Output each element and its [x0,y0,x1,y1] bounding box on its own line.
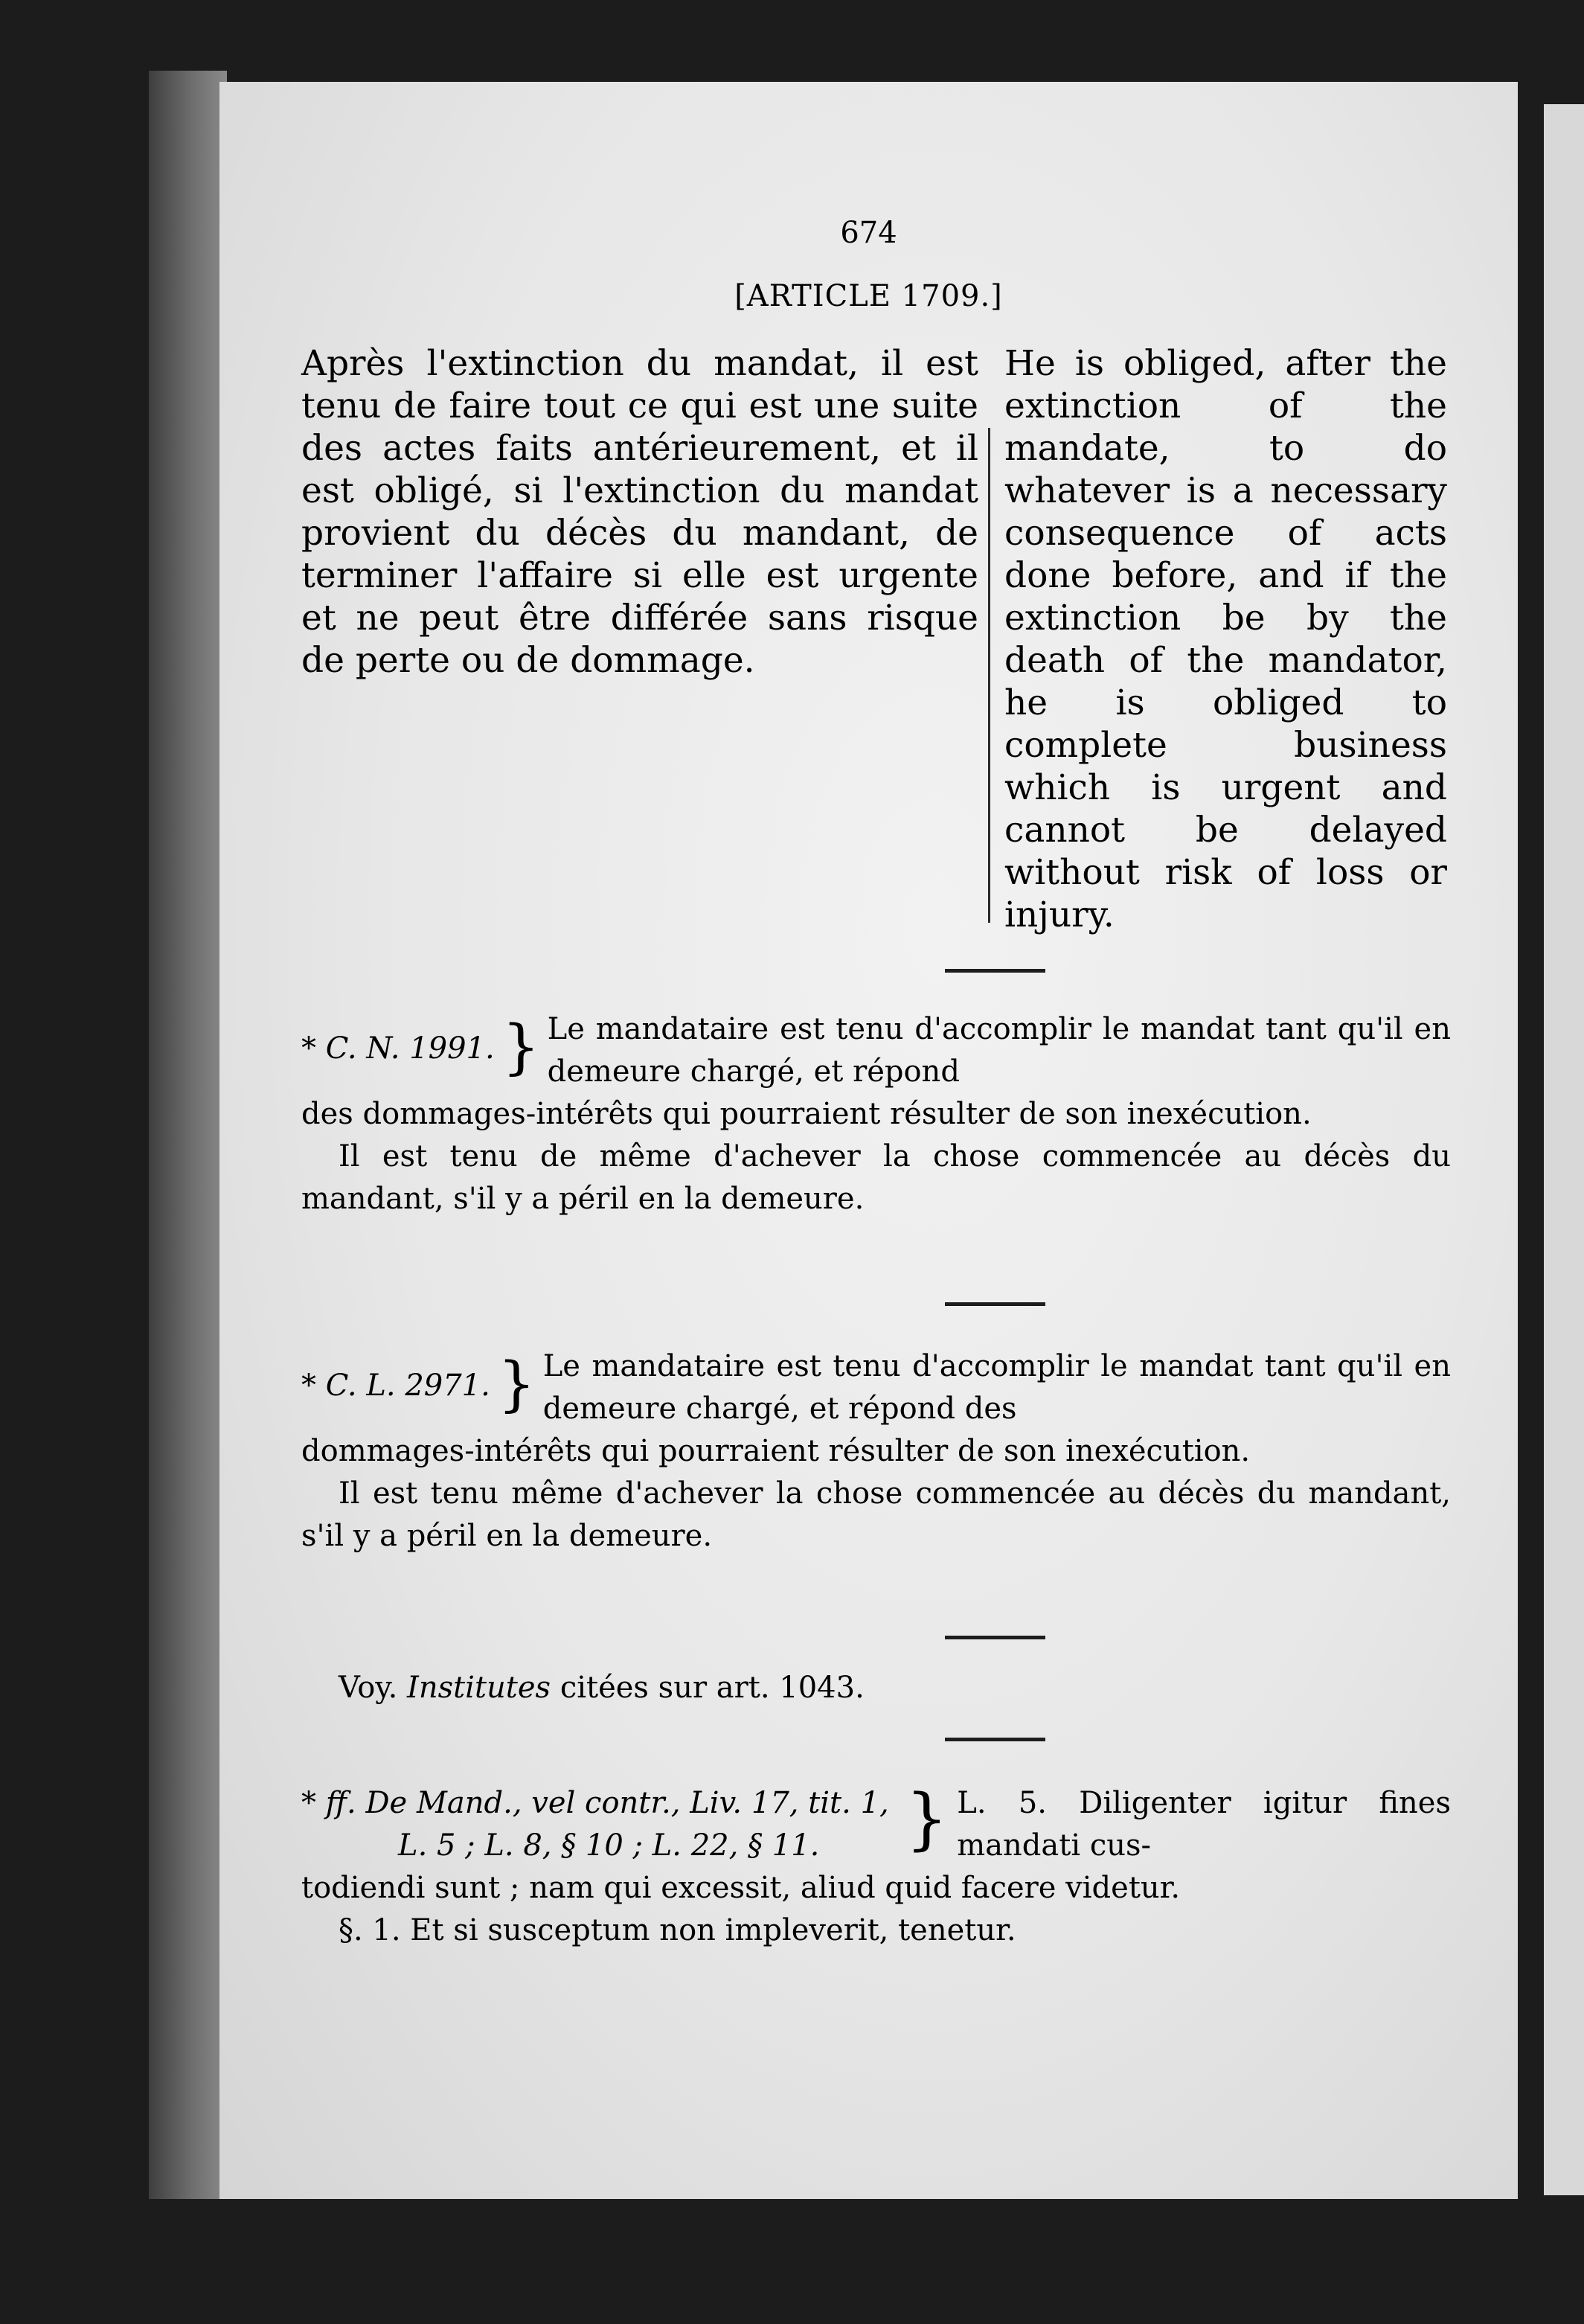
note-lead-text: Le mandataire est tenu d'accomplir le mandat tant qu'il en demeure chargé, et répond [547,1012,1451,1089]
note-paragraph: Il est tenu même d'achever la chose commencée au décès du mandant, s'il y a péril en la demeure. [301,1476,1451,1553]
brace-icon: } [497,1349,536,1418]
note-paragraph: Il est tenu de même d'achever la chose commencée au décès du mandant, s'il y a péril en la demeure. [301,1139,1451,1216]
voy-suffix: citées sur art. 1043. [559,1671,865,1705]
brace-icon: } [501,1012,540,1081]
section-rule [945,969,1045,973]
page-number: 674 [840,216,897,250]
digest-reference: * ff. De Mand., vel contr., Liv. 17, tit. 1, [301,1786,889,1820]
note-code-napoleon [301,1008,1451,1220]
note-text: des dommages-intérêts qui pourraient résulter de son inexécution. [301,1097,1312,1131]
column-divider [988,428,990,923]
note-digest [301,1782,1451,1952]
note-paragraph: §. 1. Et si susceptum non impleverit, tenetur. [339,1913,1016,1947]
french-article-text: Après l'extinction du mandat, il est tenu de faire tout ce qui est une suite des actes faits antérieurement, et il est obligé, si l'extinction du mandat provient du décès du mandant, de terminer l'affaire si elle est urgente et ne peut être différée sans risque de perte ou de dommage. [301,343,978,681]
section-rule [945,1738,1045,1741]
note-code-louisiane [301,1345,1451,1558]
section-rule [945,1636,1045,1639]
note-reference: * C. L. 2971. [301,1369,490,1403]
article-heading: [ARTICLE 1709.] [734,279,1003,313]
note-voy [301,1667,1451,1709]
english-article-text: He is obliged, after the extinction of the mandate, to do whatever is a necessary consequence of acts done before, and if the extinction be by the death of the mandator, he is obliged to complete business which is urgent and cannot be delayed without risk of loss or injury. [1004,343,1447,935]
section-rule [945,1302,1045,1306]
brace-icon: } [905,1780,949,1858]
voy-title: Institutes [407,1671,551,1705]
book-spine [149,71,227,2199]
note-text: dommages-intérêts qui pourraient résulter de son inexécution. [301,1434,1251,1468]
note-lead-text: L. 5. Diligenter igitur fines mandati cus- [957,1786,1451,1863]
adjacent-page-edge [1544,104,1584,2195]
note-lead-text: Le mandataire est tenu d'accomplir le mandat tant qu'il en demeure chargé, et répond des [542,1349,1451,1426]
voy-prefix: Voy. [339,1671,398,1705]
note-text: todiendi sunt ; nam qui excessit, aliud quid facere videtur. [301,1871,1181,1905]
digest-reference-laws: L. 5 ; L. 8, § 10 ; L. 22, § 11. [398,1828,820,1863]
note-reference: * C. N. 1991. [301,1031,495,1066]
